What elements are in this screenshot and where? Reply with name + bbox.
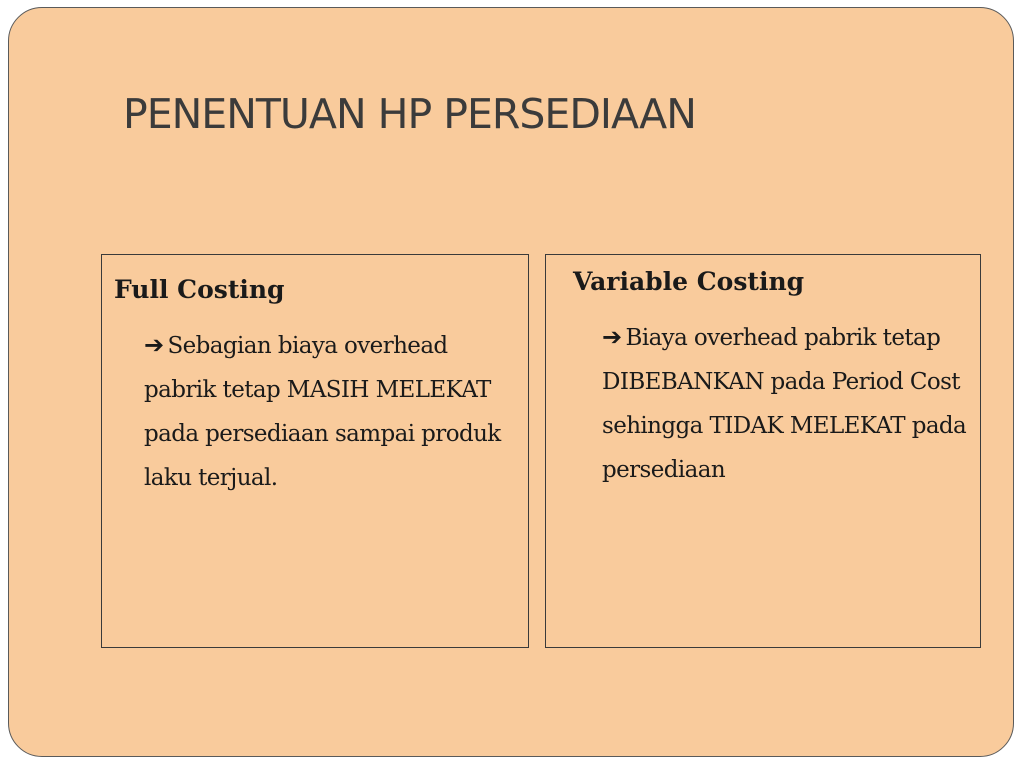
arrow-right-icon: ➔ bbox=[144, 331, 164, 359]
full-costing-text: Sebagian biaya overhead pabrik tetap MASIH MELEKAT pada persediaan sampai produk laku terjual. bbox=[144, 333, 501, 491]
slide bbox=[8, 7, 1014, 757]
full-costing-heading: Full Costing bbox=[114, 275, 285, 304]
slide-title: PENENTUAN HP PERSEDIAAN bbox=[123, 90, 696, 138]
variable-costing-description bbox=[602, 315, 972, 492]
arrow-right-icon: ➔ bbox=[602, 323, 622, 351]
full-costing-box bbox=[101, 254, 529, 648]
variable-costing-text: Biaya overhead pabrik tetap DIBEBANKAN pada Period Cost sehingga TIDAK MELEKAT pada persediaan bbox=[602, 325, 967, 483]
full-costing-description bbox=[144, 323, 516, 500]
variable-costing-box bbox=[545, 254, 981, 648]
variable-costing-heading: Variable Costing bbox=[573, 267, 805, 296]
